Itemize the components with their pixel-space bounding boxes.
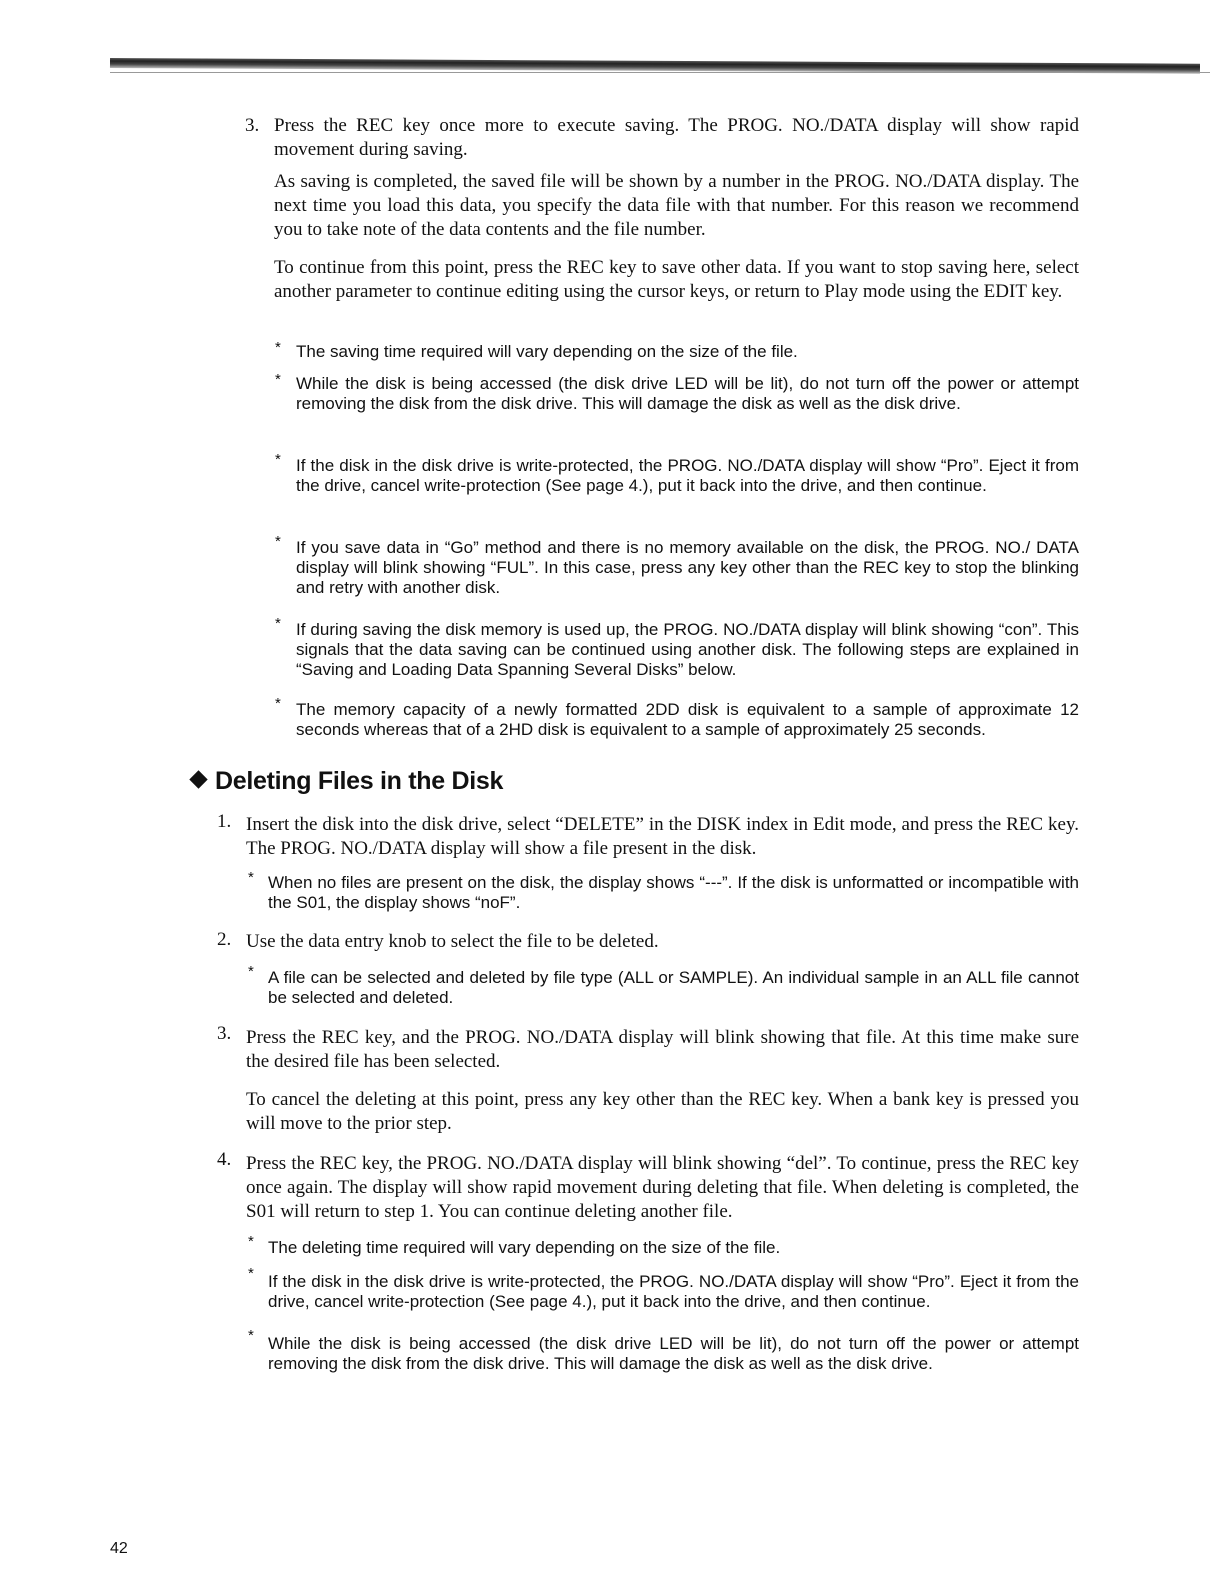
note-marker: * [275,615,281,632]
step-4-note: While the disk is being accessed (the disk drive LED will be lit), do not turn off the power or attempt removing the disk from the disk drive. This will damage the disk as well as the disk drive. [268,1334,1079,1373]
step-number: 4. [217,1149,232,1170]
step-number: 3. [217,1023,232,1044]
note-marker: * [275,451,281,468]
note-marker: * [248,1327,254,1344]
step-2-text: Use the data entry knob to select the file to be deleted. [246,931,659,952]
note-marker: * [248,1265,254,1282]
note-marker: * [275,339,281,356]
note-marker: * [275,533,281,550]
note-marker: * [248,963,254,980]
step-3-text: Press the REC key, and the PROG. NO./DATA display will blink showing that file. At this time make sure the desired file has been selected. [246,1027,1079,1072]
note-item: The memory capacity of a newly formatted 2DD disk is equivalent to a sample of approximate 12 seconds whereas that of a 2HD disk is equivalent to a sample of approximately 25 seconds. [296,700,1079,739]
note-marker: * [248,1233,254,1250]
page-number: 42 [110,1540,128,1557]
step-2-note: A file can be selected and deleted by file type (ALL or SAMPLE). An individual sample in an ALL file cannot be selected and deleted. [268,968,1079,1007]
step-3-cancel-text: To cancel the deleting at this point, press any key other than the REC key. When a bank key is pressed you will move to the prior step. [246,1089,1079,1134]
note-item: The saving time required will vary depending on the size of the file. [296,342,798,361]
step-3-paragraph-1: Press the REC key once more to execute saving. The PROG. NO./DATA display will show rapid movement during saving. [274,115,1079,160]
step-4-note: If the disk in the disk drive is write-protected, the PROG. NO./DATA display will show “Pro”. Eject it from the drive, cancel write-protection (See page 4.), put it back into the drive, and then continue. [268,1272,1079,1311]
diamond-bullet-icon [189,770,207,788]
note-marker: * [275,371,281,388]
note-marker: * [248,869,254,886]
top-rule-thin [110,72,1210,73]
step-number: 3. [245,115,260,136]
note-item: While the disk is being accessed (the disk drive LED will be lit), do not turn off the power or attempt removing the disk from the disk drive. This will damage the disk as well as the disk drive. [296,374,1079,413]
section-heading-text: Deleting Files in the Disk [215,767,504,795]
step-4-text: Press the REC key, the PROG. NO./DATA display will blink showing “del”. To continue, press the REC key once again. The display will show rapid movement during deleting that file. When deleting is completed, the S01 will return to step 1. You can continue deleting another file. [246,1153,1079,1222]
note-marker: * [275,695,281,712]
note-item: If the disk in the disk drive is write-protected, the PROG. NO./DATA display will show “Pro”. Eject it from the drive, cancel write-protection (See page 4.), put it back into the drive, and then continue. [296,456,1079,495]
step-3-paragraph-3: To continue from this point, press the REC key to save other data. If you want to stop saving here, select another parameter to continue editing using the cursor keys, or return to Play mode using the EDIT key. [274,257,1079,302]
note-item: If during saving the disk memory is used up, the PROG. NO./DATA display will blink showing “con”. This signals that the data saving can be continued using another disk. The following steps are explained in “Saving and Loading Data Spanning Several Disks” below. [296,620,1079,679]
step-number: 2. [217,929,232,950]
step-3-paragraph-2: As saving is completed, the saved file will be shown by a number in the PROG. NO./DATA display. The next time you load this data, you specify the data file with that number. For this reason we recommend you to take note of the data contents and the file number. [274,171,1079,240]
step-4-note: The deleting time required will vary depending on the size of the file. [268,1238,781,1257]
step-number: 1. [217,811,232,832]
note-item: If you save data in “Go” method and there is no memory available on the disk, the PROG. NO./ DATA display will blink showing “FUL”. In this case, press any key other than the REC key to stop the blinking and retry with another disk. [296,538,1079,597]
step-1-note: When no files are present on the disk, the display shows “---”. If the disk is unformatted or incompatible with the S01, the display shows “noF”. [268,873,1079,912]
step-1-text: Insert the disk into the disk drive, select “DELETE” in the DISK index in Edit mode, and press the REC key. The PROG. NO./DATA display will show a file present in the disk. [246,814,1079,859]
section-heading [192,766,503,796]
